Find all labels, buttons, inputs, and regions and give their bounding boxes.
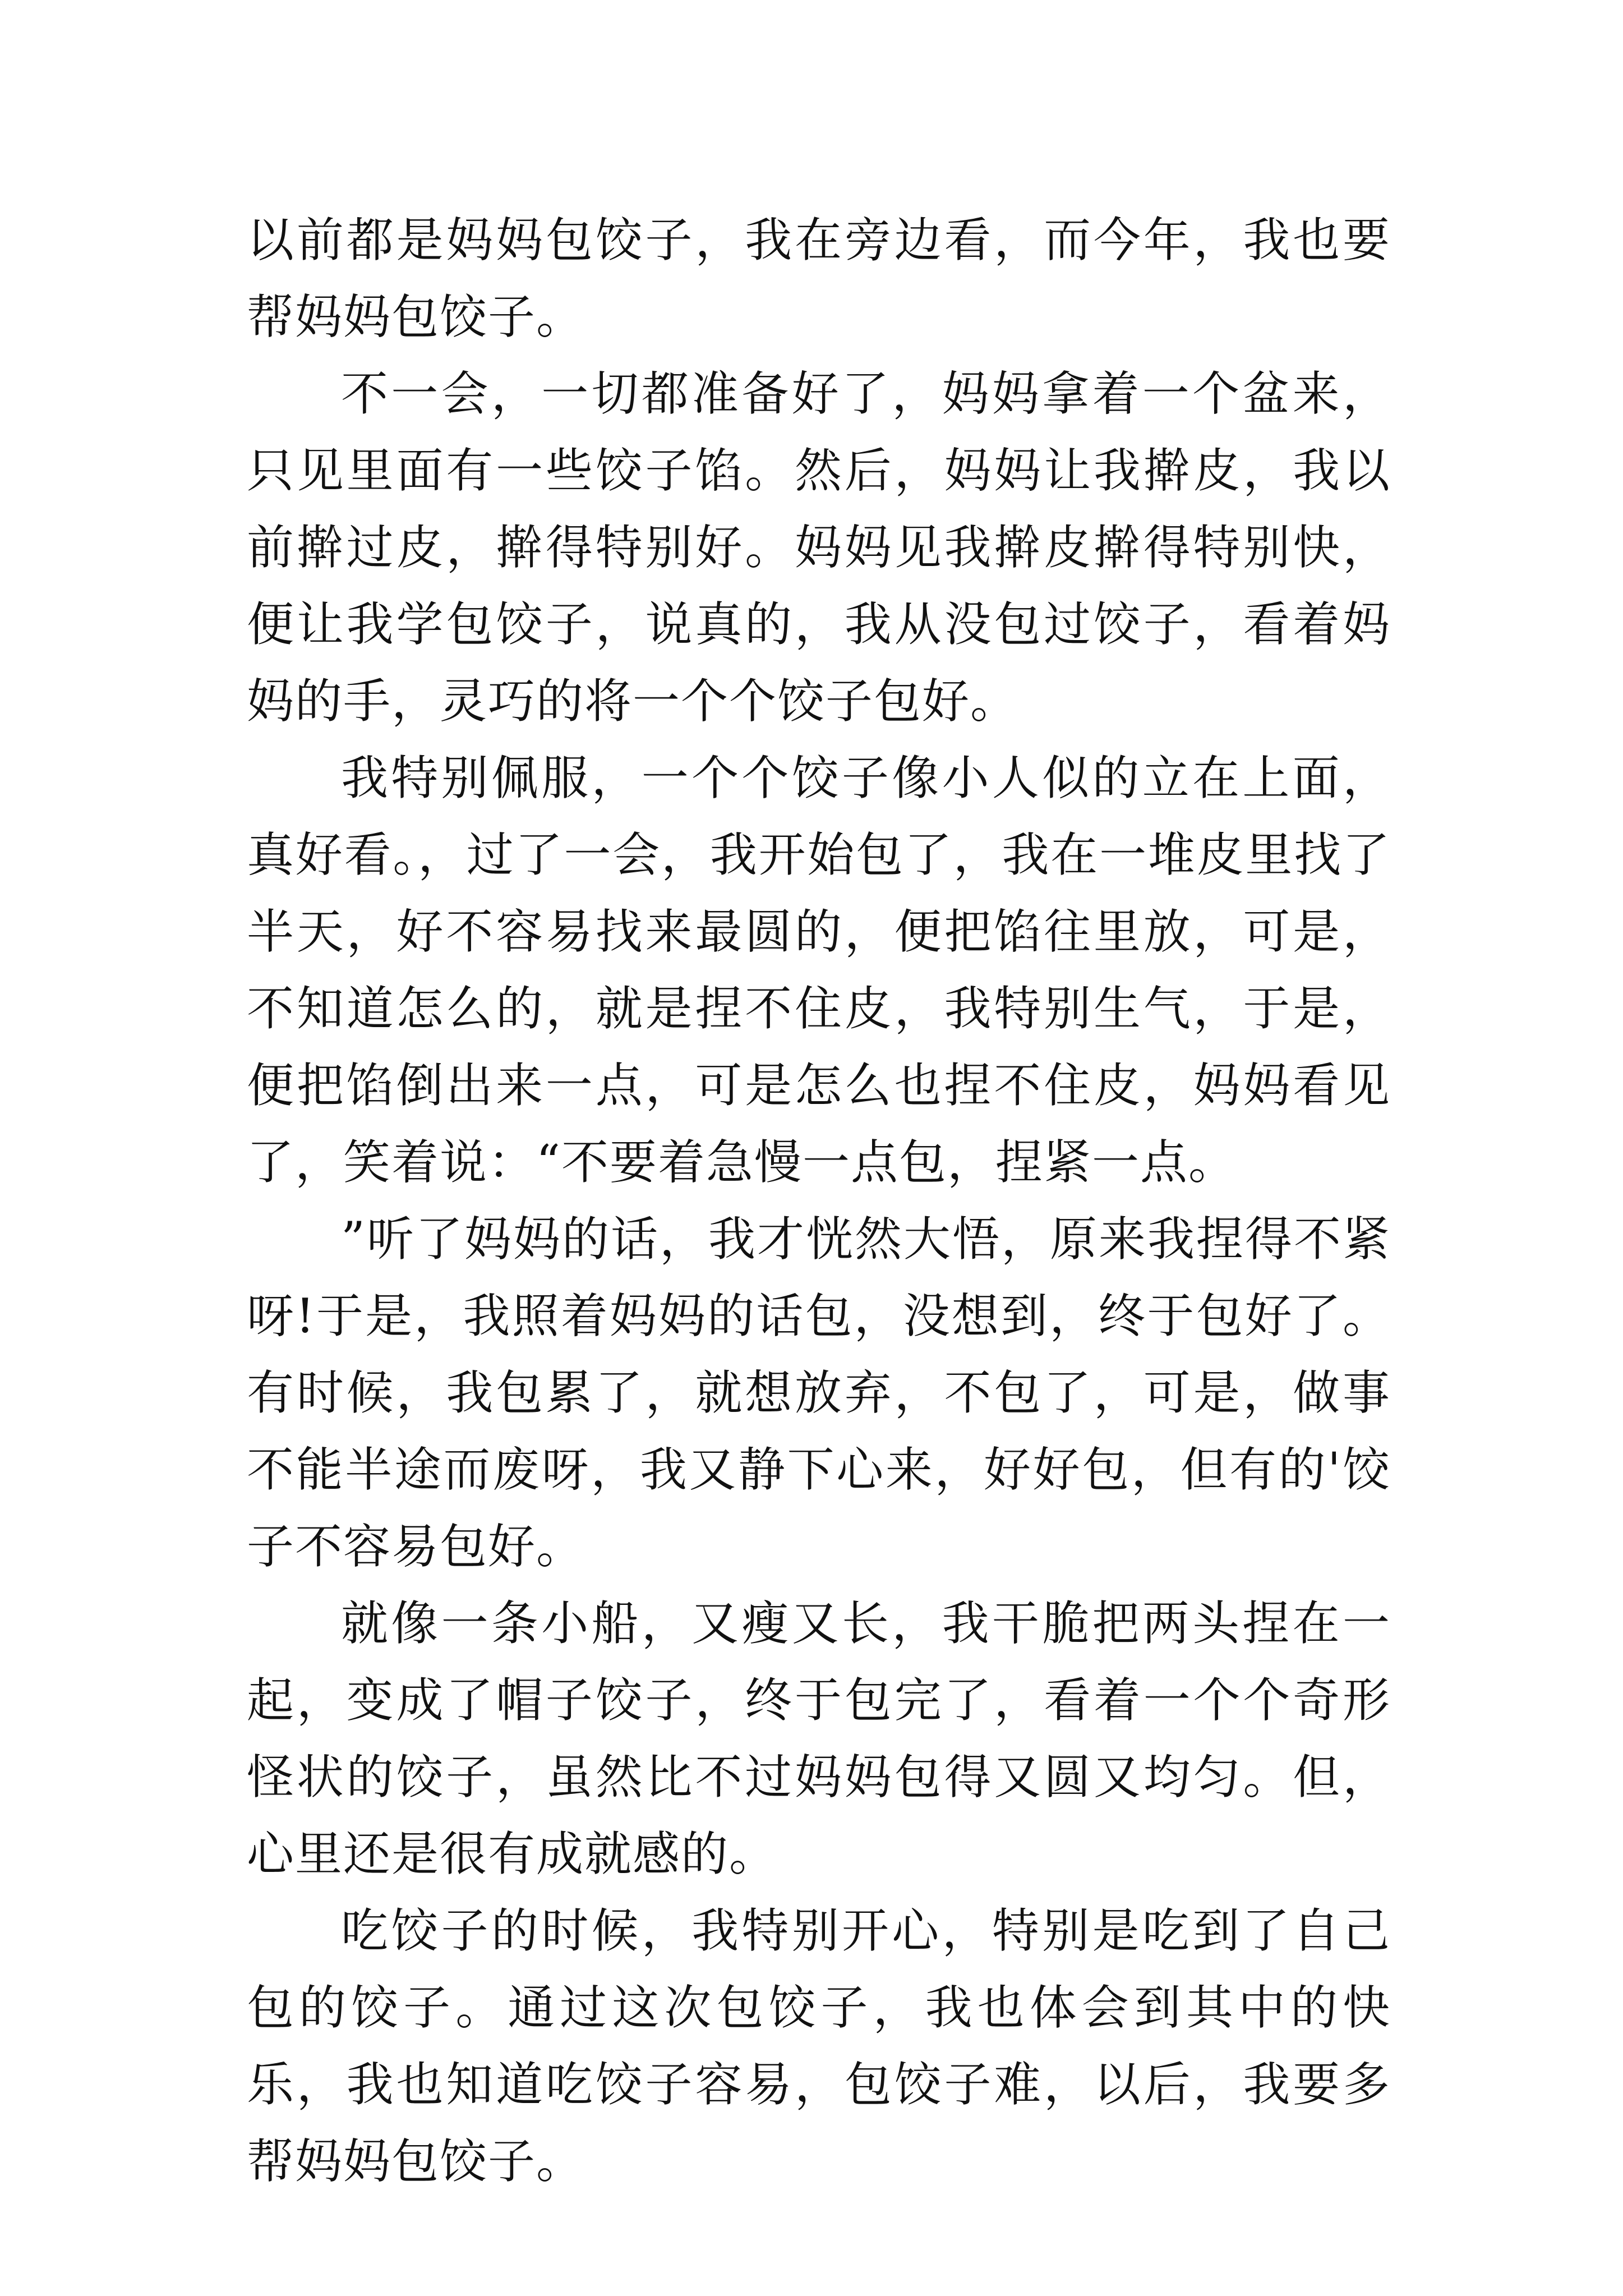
paragraph-1: 以前都是妈妈包饺子，我在旁边看，而今年，我也要帮妈妈包饺子。 (247, 213, 1391, 344)
paragraph-5: 就像一条小船，又瘦又长，我干脆把两头捏在一起，变成了帽子饺子，终于包完了，看着一个个奇形怪状的饺子，虽然比不过妈妈包得又圆又均匀。但，心里还是很有成就感的。 (247, 1596, 1391, 1881)
paragraph-4: ”听了妈妈的话，我才恍然大悟，原来我捏得不紧呀!于是，我照着妈妈的话包，没想到，终于包好了。有时候，我包累了，就想放弃，不包了，可是，做事不能半途而废呀，我又静下心来，好好包，但有的'饺子不容易包好。 (247, 1212, 1391, 1574)
paragraph-6: 吃饺子的时候，我特别开心，特别是吃到了自己包的饺子。通过这次包饺子，我也体会到其中的快乐，我也知道吃饺子容易，包饺子难，以后，我要多帮妈妈包饺子。 (247, 1903, 1391, 2189)
paragraph-3: 我特别佩服，一个个饺子像小人似的立在上面，真好看。，过了一会，我开始包了，我在一堆皮里找了半天，好不容易找来最圆的，便把馅往里放，可是，不知道怎么的，就是捏不住皮，我特别生气，于是，便把馅倒出来一点，可是怎么也捏不住皮，妈妈看见了，笑着说：“不要着急慢一点包，捏紧一点。 (247, 751, 1391, 1190)
essay-body (247, 202, 1391, 2200)
paragraph-2: 不一会，一切都准备好了，妈妈拿着一个盆来，只见里面有一些饺子馅。然后，妈妈让我擀皮，我以前擀过皮，擀得特别好。妈妈见我擀皮擀得特别快，便让我学包饺子，说真的，我从没包过饺子，看着妈妈的手，灵巧的将一个个饺子包好。 (247, 366, 1391, 729)
